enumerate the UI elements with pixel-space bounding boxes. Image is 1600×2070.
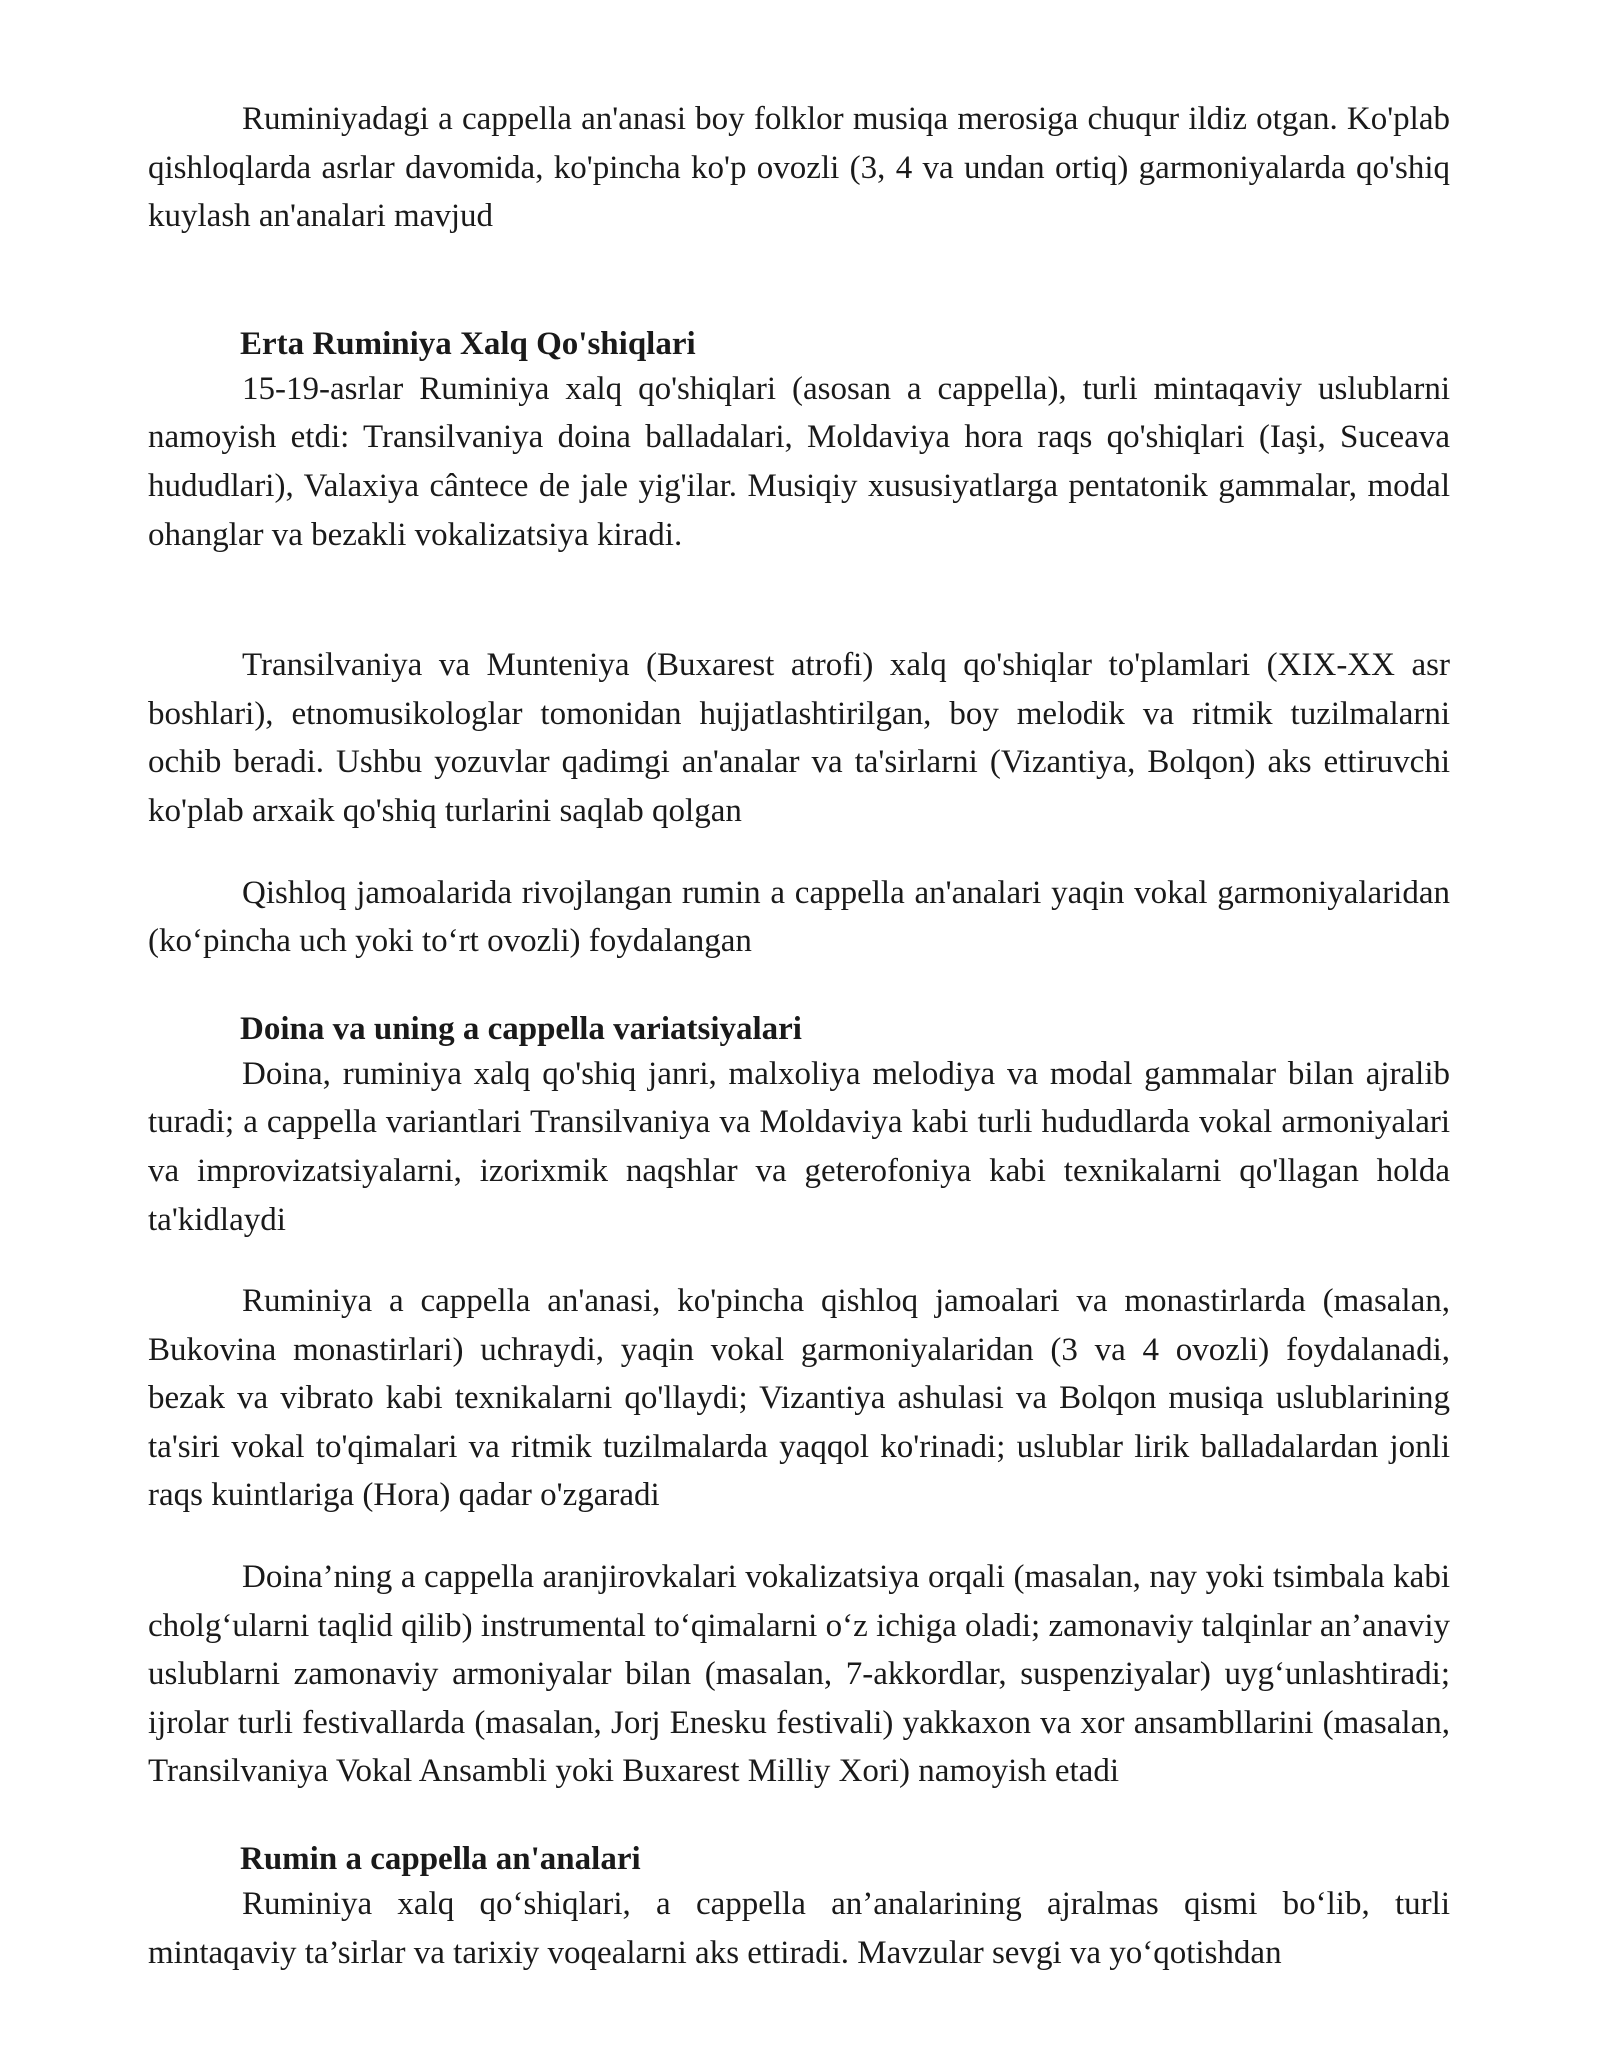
paragraph-tradition-techniques: Ruminiya a cappella an'anasi, ko'pincha qishloq jamoalari va monastirlarda (masalan, Bukovina monastirlari) uchraydi, yaqin vokal garmoniyalaridan (3 va 4 ovozli) foydalanadi, bezak va vibrato kabi texnikalarni qo'llaydi; Vizantiya ashulasi va Bolqon musiqa uslublarining ta'siri vokal to'qimalari va ritmik tuzilmalarda yaqqol ko'rinadi; uslublar lirik balladalardan jonli raqs kuintlariga (Hora) qadar o'zgaradi [148,1283,1450,1514]
paragraph-doina-genre: Doina, ruminiya xalq qo'shiq janri, malxoliya melodiya va modal gammalar bilan ajralib turadi; a cappella variantlari Transilvaniya va Moldaviya kabi turli hududlarda vokal armoniyalari va improvizatsiyalarni, izorixmik naqshlar va geterofoniya kabi texnikalarni qo'llagan holda ta'kidlaydi [148,1055,1450,1238]
heading-doina-variations: Doina va uning a cappella variatsiyalari [240,1010,802,1047]
paragraph-song-collections: Transilvaniya va Munteniya (Buxarest atrofi) xalq qo'shiqlar to'plamlari (XIX-XX asr boshlari), etnomusikologlar tomonidan hujjatlashtirilgan, boy melodik va ritmik tuzilmalarni ochib beradi. Ushbu yozuvlar qadimgi an'analar va ta'sirlarni (Vizantiya, Bolqon) aks ettiruvchi ko'plab arxaik qo'shiq turlarini saqlab qolgan [148,647,1450,829]
heading-romanian-traditions: Rumin a cappella an'analari [240,1841,641,1878]
heading-early-folk-songs: Erta Ruminiya Xalq Qo'shiqlari [240,325,696,362]
paragraph-village-traditions: Qishloq jamoalarida rivojlangan rumin a cappella an'analari yaqin vokal garmoniyalaridan (ko‘pincha uch yoki to‘rt ovozli) foydalangan [148,874,1450,960]
document-page [148,95,1450,1977]
paragraph-early-folk-songs: 15-19-asrlar Ruminiya xalq qo'shiqlari (asosan a cappella), turli mintaqaviy uslublarni namoyish etdi: Transilvaniya doina balladalari, Moldaviya hora raqs qo'shiqlari (Iaşi, Suceava hududlari), Valaxiya cântece de jale yig'ilar. Musiqiy xususiyatlarga pentatonik gammalar, modal ohanglar va bezakli vokalizatsiya kiradi. [148,370,1450,553]
paragraph-folk-songs-themes: Ruminiya xalq qo‘shiqlari, a cappella an’analarining ajralmas qismi bo‘lib, turli mintaqaviy ta’sirlar va tarixiy voqealarni aks ettiradi. Mavzular sevgi va yo‘qotishdan [148,1886,1450,1971]
paragraph-intro: Ruminiyadagi a cappella an'anasi boy folklor musiqa merosiga chuqur ildiz otgan. Ko'plab qishloqlarda asrlar davomida, ko'pincha ko'p ovozli (3, 4 va undan ortiq) garmoniyalarda qo'shiq kuylash an'analari mavjud [148,101,1450,235]
paragraph-doina-arrangements: Doina’ning a cappella aranjirovkalari vokalizatsiya orqali (masalan, nay yoki tsimbala kabi cholg‘ularni taqlid qilib) instrumental to‘qimalarni o‘z ichiga oladi; zamonaviy talqinlar an’anaviy uslublarni zamonaviy armoniyalar bilan (masalan, 7-akkordlar, suspenziyalar) uyg‘unlashtiradi; ijrolar turli festivallarda (masalan, Jorj Enesku festivali) yakkaxon va xor ansambllarini (masalan, Transilvaniya Vokal Ansambli yoki Buxarest Milliy Xori) namoyish etadi [148,1559,1450,1790]
